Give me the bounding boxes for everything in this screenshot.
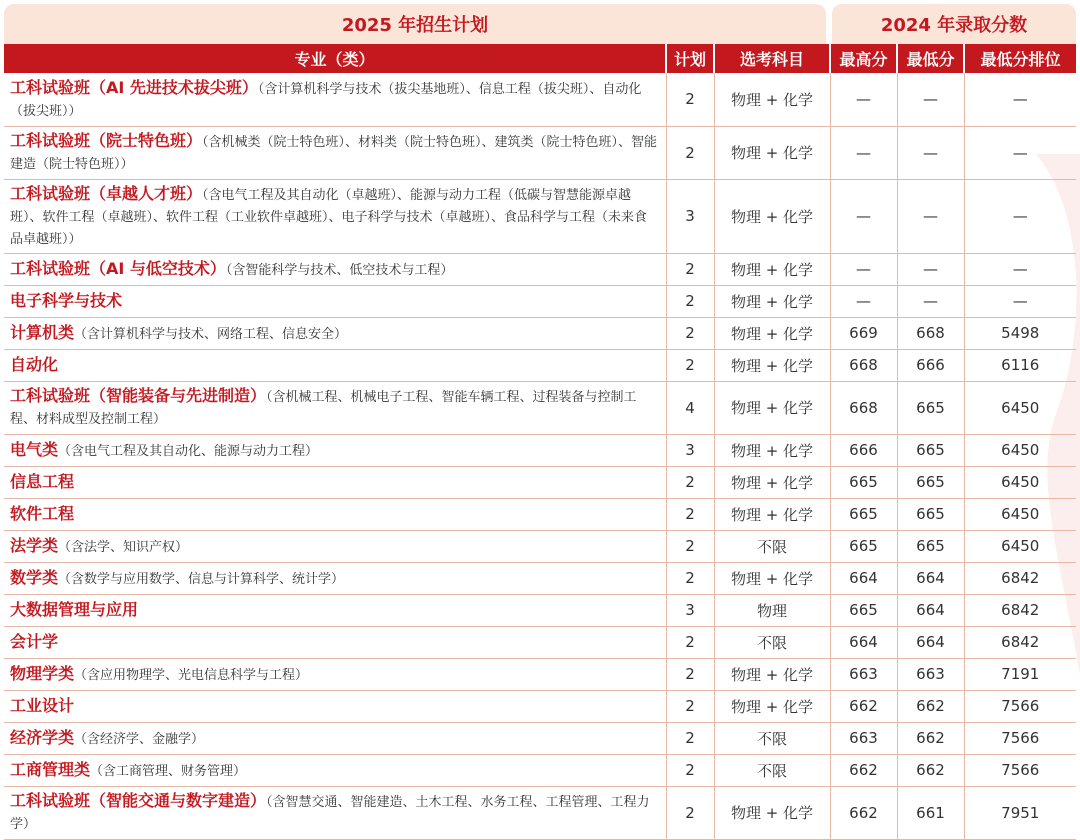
cell-major (4, 530, 666, 562)
cell-max: 662 (830, 690, 897, 722)
cell-min: — (897, 126, 964, 179)
major-name: 工业设计 (10, 696, 75, 715)
cell-rank: 7566 (964, 690, 1076, 722)
cell-max: 662 (830, 754, 897, 786)
major-name: 数学类 (10, 567, 59, 587)
cell-subjects: 物理 + 化学 (714, 381, 830, 434)
cell-rank: — (964, 126, 1076, 179)
cell-major (4, 179, 666, 253)
cell-subjects: 物理 + 化学 (714, 786, 830, 839)
cell-plan: 2 (666, 786, 714, 839)
cell-subjects: 物理 + 化学 (714, 690, 830, 722)
table-row (4, 317, 1076, 349)
table-row (4, 594, 1076, 626)
cell-max: 664 (830, 626, 897, 658)
cell-plan: 2 (666, 466, 714, 498)
major-note: （含机械工程、机械电子工程、智能车辆工程、过程装备与控制工程、材料成型及控制工程） (10, 390, 637, 427)
major-name: 工科试验班（院士特色班） (10, 131, 203, 150)
cell-max: 663 (830, 658, 897, 690)
table-row (4, 562, 1076, 594)
cell-subjects: 不限 (714, 754, 830, 786)
cell-major (4, 754, 666, 786)
cell-max: 664 (830, 562, 897, 594)
cell-max: 666 (830, 434, 897, 466)
cell-major (4, 786, 666, 839)
cell-rank: 6450 (964, 381, 1076, 434)
cell-major (4, 126, 666, 179)
cell-rank: 5498 (964, 317, 1076, 349)
major-note: （含电气工程及其自动化、能源与动力工程） (58, 443, 319, 459)
cell-rank: 6116 (964, 349, 1076, 381)
table-row (4, 126, 1076, 179)
group-2025-plan: 2025 年招生计划 (4, 4, 826, 44)
cell-plan: 2 (666, 722, 714, 754)
cell-plan: 2 (666, 73, 714, 126)
cell-major (4, 285, 666, 317)
cell-min: 662 (897, 690, 964, 722)
table-row (4, 434, 1076, 466)
cell-plan: 2 (666, 754, 714, 786)
major-note: （含经济学、金融学） (74, 731, 205, 747)
cell-rank: 7191 (964, 658, 1076, 690)
major-note: （含电气工程及其自动化（卓越班）、能源与动力工程（低碳与智慧能源卓越班）、软件工程（卓越班）、软件工程（工业软件卓越班）、电子科学与技术（卓越班）、食品科学与工程（未来食品卓越班）） (10, 187, 648, 247)
cell-max: — (830, 73, 897, 126)
table-row (4, 179, 1076, 253)
table-row (4, 349, 1076, 381)
cell-plan: 3 (666, 179, 714, 253)
cell-min: 661 (897, 786, 964, 839)
major-note: （含数学与应用数学、信息与计算科学、统计学） (58, 571, 345, 587)
cell-rank: 7951 (964, 786, 1076, 839)
major-name: 计算机类 (10, 322, 75, 342)
cell-min: 663 (897, 658, 964, 690)
cell-rank: 6450 (964, 498, 1076, 530)
major-name: 工商管理类 (10, 759, 91, 779)
cell-max: — (830, 179, 897, 253)
cell-major (4, 73, 666, 126)
cell-major (4, 253, 666, 285)
cell-major (4, 594, 666, 626)
major-name: 物理学类 (10, 663, 75, 683)
cell-subjects: 物理 + 化学 (714, 285, 830, 317)
cell-major (4, 349, 666, 381)
cell-plan: 2 (666, 317, 714, 349)
cell-min: — (897, 73, 964, 126)
cell-subjects: 物理 + 化学 (714, 317, 830, 349)
cell-max: 669 (830, 317, 897, 349)
major-name: 信息工程 (10, 472, 75, 491)
table-row (4, 253, 1076, 285)
cell-plan: 2 (666, 530, 714, 562)
cell-major (4, 466, 666, 498)
cell-major (4, 562, 666, 594)
admission-table-container (4, 4, 1076, 840)
major-note: （含法学、知识产权） (58, 539, 189, 555)
major-name: 电气类 (10, 439, 59, 459)
cell-max: — (830, 285, 897, 317)
cell-max: 665 (830, 594, 897, 626)
cell-rank: — (964, 179, 1076, 253)
cell-max: 663 (830, 722, 897, 754)
cell-subjects: 物理 + 化学 (714, 466, 830, 498)
cell-min: 662 (897, 754, 964, 786)
major-note: （含智能科学与技术、低空技术与工程） (225, 262, 454, 278)
table-row (4, 690, 1076, 722)
col-rank: 最低分排位 (964, 44, 1076, 73)
cell-rank: — (964, 253, 1076, 285)
cell-subjects: 物理 (714, 594, 830, 626)
cell-min: — (897, 253, 964, 285)
cell-min: 664 (897, 626, 964, 658)
cell-max: 662 (830, 786, 897, 839)
cell-rank: 6450 (964, 434, 1076, 466)
cell-max: — (830, 126, 897, 179)
cell-rank: 6842 (964, 562, 1076, 594)
col-max: 最高分 (830, 44, 897, 73)
cell-subjects: 不限 (714, 626, 830, 658)
cell-min: 662 (897, 722, 964, 754)
cell-rank: 6842 (964, 594, 1076, 626)
major-name: 工科试验班（AI 先进技术拔尖班） (10, 77, 258, 97)
group-header-row (4, 4, 1076, 44)
cell-subjects: 物理 + 化学 (714, 349, 830, 381)
cell-min: 665 (897, 466, 964, 498)
cell-rank: — (964, 73, 1076, 126)
major-name: 经济学类 (10, 727, 75, 747)
cell-rank: 7566 (964, 754, 1076, 786)
cell-major (4, 381, 666, 434)
cell-min: 668 (897, 317, 964, 349)
cell-min: — (897, 179, 964, 253)
cell-plan: 2 (666, 690, 714, 722)
cell-rank: 7566 (964, 722, 1076, 754)
cell-max: 665 (830, 498, 897, 530)
cell-major (4, 690, 666, 722)
major-note: （含工商管理、财务管理） (90, 763, 247, 779)
cell-subjects: 物理 + 化学 (714, 434, 830, 466)
major-name: 工科试验班（卓越人才班） (10, 183, 203, 203)
table-row (4, 381, 1076, 434)
cell-plan: 2 (666, 658, 714, 690)
cell-plan: 2 (666, 349, 714, 381)
cell-subjects: 物理 + 化学 (714, 562, 830, 594)
cell-major (4, 626, 666, 658)
cell-plan: 2 (666, 253, 714, 285)
cell-min: — (897, 285, 964, 317)
major-name: 工科试验班（智能装备与先进制造） (10, 386, 267, 405)
cell-subjects: 物理 + 化学 (714, 658, 830, 690)
table-row (4, 466, 1076, 498)
column-header-row (4, 44, 1076, 73)
col-plan: 计划 (666, 44, 714, 73)
cell-plan: 3 (666, 594, 714, 626)
cell-max: 665 (830, 530, 897, 562)
cell-plan: 2 (666, 498, 714, 530)
major-note: （含应用物理学、光电信息科学与工程） (74, 667, 309, 683)
major-name: 工科试验班（智能交通与数字建造） (10, 791, 267, 810)
cell-min: 664 (897, 562, 964, 594)
cell-min: 665 (897, 498, 964, 530)
table-row (4, 722, 1076, 754)
cell-min: 664 (897, 594, 964, 626)
cell-rank: — (964, 285, 1076, 317)
cell-subjects: 物理 + 化学 (714, 179, 830, 253)
cell-max: — (830, 253, 897, 285)
cell-subjects: 物理 + 化学 (714, 498, 830, 530)
cell-max: 665 (830, 466, 897, 498)
table-row (4, 658, 1076, 690)
cell-rank: 6450 (964, 530, 1076, 562)
col-major: 专业（类） (4, 44, 666, 73)
major-name: 工科试验班（AI 与低空技术） (10, 258, 226, 278)
cell-max: 668 (830, 349, 897, 381)
major-note: （含计算机科学与技术、网络工程、信息安全） (74, 326, 348, 342)
major-name: 法学类 (10, 535, 59, 555)
table-row (4, 530, 1076, 562)
table-body (4, 73, 1076, 839)
cell-major (4, 317, 666, 349)
cell-min: 665 (897, 381, 964, 434)
col-min: 最低分 (897, 44, 964, 73)
major-name: 自动化 (10, 355, 59, 374)
cell-rank: 6842 (964, 626, 1076, 658)
cell-plan: 2 (666, 562, 714, 594)
cell-major (4, 722, 666, 754)
cell-major (4, 658, 666, 690)
table-row (4, 626, 1076, 658)
major-note: （含计算机科学与技术（拔尖基地班）、信息工程（拔尖班）、自动化（拔尖班）） (10, 81, 642, 119)
cell-subjects: 不限 (714, 722, 830, 754)
cell-rank: 6450 (964, 466, 1076, 498)
cell-min: 665 (897, 434, 964, 466)
cell-plan: 2 (666, 126, 714, 179)
cell-min: 665 (897, 530, 964, 562)
table-row (4, 754, 1076, 786)
cell-plan: 2 (666, 626, 714, 658)
major-name: 软件工程 (10, 504, 75, 523)
cell-subjects: 物理 + 化学 (714, 253, 830, 285)
table-row (4, 73, 1076, 126)
major-note: （含智慧交通、智能建造、土木工程、水务工程、工程管理、工程力学） (10, 795, 650, 832)
col-subjects: 选考科目 (714, 44, 830, 73)
cell-plan: 4 (666, 381, 714, 434)
cell-major (4, 434, 666, 466)
table-row (4, 498, 1076, 530)
major-name: 电子科学与技术 (10, 291, 123, 310)
table-row (4, 285, 1076, 317)
cell-min: 666 (897, 349, 964, 381)
major-note: （含机械类（院士特色班）、材料类（院士特色班）、建筑类（院士特色班）、智能建造（院士特色班）） (10, 135, 658, 172)
group-2024-scores: 2024 年录取分数 (832, 4, 1076, 44)
cell-plan: 3 (666, 434, 714, 466)
cell-subjects: 物理 + 化学 (714, 73, 830, 126)
cell-subjects: 不限 (714, 530, 830, 562)
table-row (4, 786, 1076, 839)
cell-max: 668 (830, 381, 897, 434)
major-name: 会计学 (10, 632, 59, 651)
admission-table (4, 44, 1076, 840)
cell-plan: 2 (666, 285, 714, 317)
cell-major (4, 498, 666, 530)
major-name: 大数据管理与应用 (10, 600, 139, 619)
cell-subjects: 物理 + 化学 (714, 126, 830, 179)
